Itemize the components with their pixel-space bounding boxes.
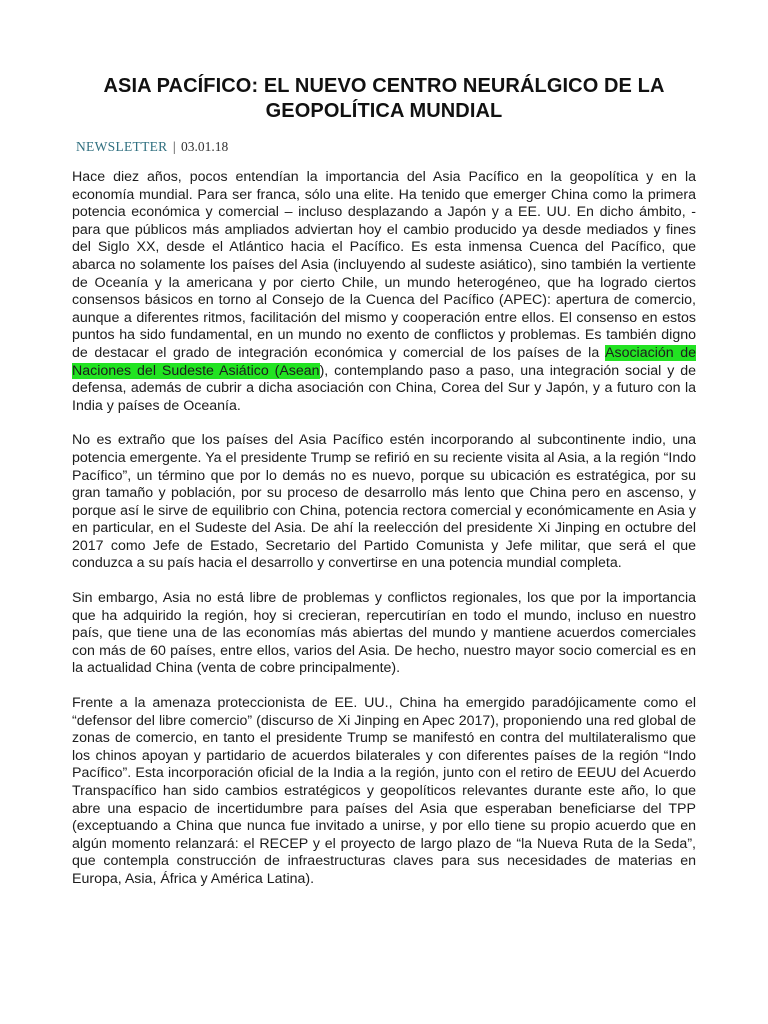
highlighted-asean-text: Asociación de Naciones del Sudeste Asiático (Asean	[72, 344, 696, 379]
paragraph-3: Sin embargo, Asia no está libre de problemas y conflictos regionales, los que por la importancia que ha adquirido la región, hoy si crecieran, repercutirían en todo el mundo, incluso en nuestro país, que tiene una de las economías más abiertas del mundo y mantiene acuerdos comerciales con más de 60 países, entre ellos, varios del Asia. De hecho, nuestro mayor socio comercial es en la actualidad China (venta de cobre principalmente).	[72, 590, 696, 677]
title-line-2: GEOPOLÍTICA MUNDIAL	[265, 100, 503, 122]
paragraph-2: No es extraño que los países del Asia Pacífico estén incorporando al subcontinente indio, una potencia emergente. Ya el presidente Trump se refirió en su reciente visita al Asia, a la región “Indo Pacífico”, un término que por lo demás no es nuevo, porque su ubicación es estratégica, por su gran tamaño y población, por su proceso de desarrollo más lento que China pero en ascenso, y porque así le sirve de equilibrio con China, potencia rectora comercial y económicamente en Asia y en particular, en el Sudeste del Asia. De ahí la reelección del presidente Xi Jinping en octubre del 2017 como Jefe de Estado, Secretario del Partido Comunista y Jefe militar, que será el que conduzca a su país hacia el desarrollo y convertirse en una potencia mundial completa.	[72, 432, 696, 572]
paragraph-1	[72, 169, 696, 415]
newsletter-tag[interactable]: NEWSLETTER	[76, 139, 168, 154]
title-line-1: ASIA PACÍFICO: EL NUEVO CENTRO NEURÁLGICO DE LA	[103, 75, 665, 97]
paragraph-1-text-before: Hace diez años, pocos entendían la importancia del Asia Pacífico en la geopolítica y en la economía mundial. Para ser franca, sólo una elite. Ha tenido que emerger China como la primera potencia económica y comercial – incluso desplazando a Japón y a EE. UU. En dicho ámbito, -para que públicos más ampliados adviertan hoy el cambio producido ya desde mediados y fines del Siglo XX, desde el Atlántico hacia el Pacífico. Es esta inmensa Cuenca del Pacífico, que abarca no solamente los países del Asia (incluyendo al sudeste asiático), sino también la vertiente de Oceanía y la americana y por cierto Chile, un mundo heterogéneo, que ha logrado ciertos consensos básicos en torno al Consejo de la Cuenca del Pacífico (APEC): apertura de comercio, aunque a diferentes ritmos, facilitación del mismo y cooperación entre ellos. El consenso en estos puntos ha sido fundamental, en un mundo no exento de conflictos y problemas. Es también digno de destacar el grado de integración económica y comercial de los países de la	[72, 169, 696, 361]
paragraph-4: Frente a la amenaza proteccionista de EE. UU., China ha emergido paradójicamente como el “defensor del libre comercio” (discurso de Xi Jinping en Apec 2017), proponiendo una red global de zonas de comercio, en tanto el presidente Trump se manifestó en contra del multilateralismo que los chinos apoyan y partidario de acuerdos bilaterales y con diferentes países de la región “Indo Pacífico”. Esta incorporación oficial de la India a la región, junto con el retiro de EEUU del Acuerdo Transpacífico han sido cambios estratégicos y geopolíticos relevantes durante este año, lo que abre una espacio de incertidumbre para países del Asia que esperaban beneficiarse del TPP (exceptuando a China que nunca fue invitado a unirse, y por ello tiene su propio acuerdo que en algún momento relanzará: el RECEP y el proyecto de largo plazo de “la Nueva Ruta de la Seda”, que contempla construcción de infraestructuras claves para sus necesidades de materias en Europa, Asia, África y América Latina).	[72, 695, 696, 887]
article-meta	[76, 139, 696, 155]
publish-date: 03.01.18	[180, 139, 229, 154]
paragraph-1-text-after: ), contemplando paso a paso, una integración social y de defensa, además de cubrir a dicha asociación con China, Corea del Sur y Japón, y a futuro con la India y países de Oceanía.	[72, 362, 696, 414]
page-title	[72, 74, 696, 124]
meta-separator: |	[172, 139, 176, 154]
